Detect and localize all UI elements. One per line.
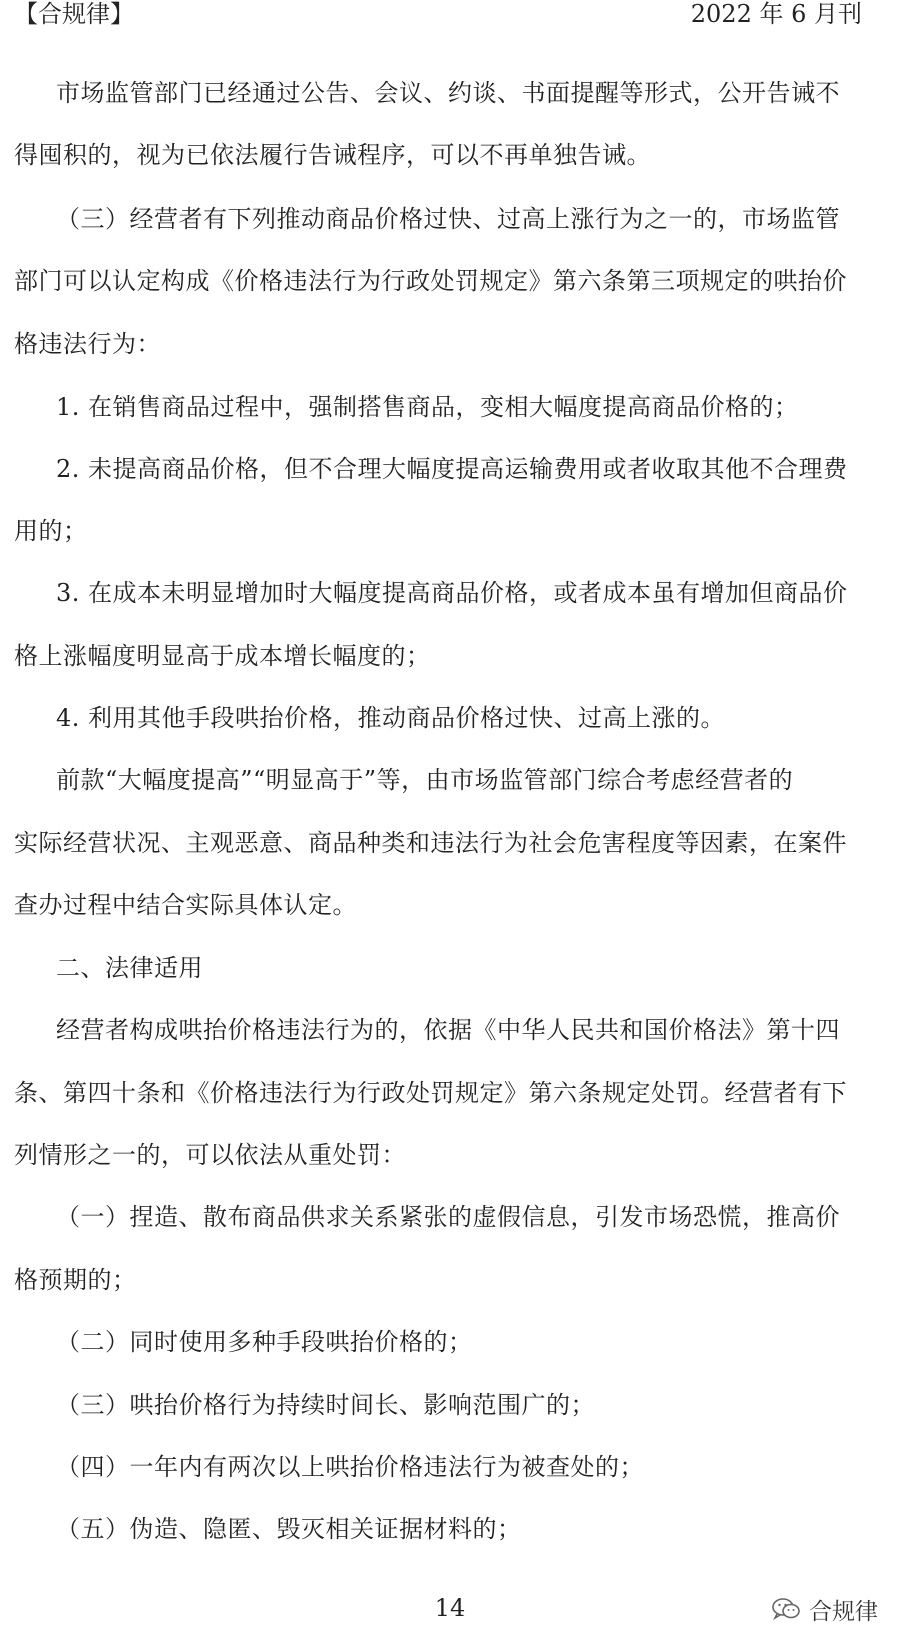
paragraph-line: （五）伪造、隐匿、毁灭相关证据材料的； [56,1515,522,1543]
issue-date: 2022 年 6 月刊 [690,0,862,28]
paragraph-line: （二）同时使用多种手段哄抬价格的； [56,1328,473,1356]
paragraph-line: 1. 在销售商品过程中，强制搭售商品，变相大幅度提高商品价格的； [56,393,799,421]
paragraph-line: 用的； [14,517,88,545]
watermark-label: 合规律 [809,1598,878,1625]
paragraph-line: 前款“大幅度提高”“明显高于”等，由市场监管部门综合考虑经营者的 [56,766,794,794]
paragraph-line: 条、第四十条和《价格违法行为行政处罚规定》第六条规定处罚。经营者有下 [14,1079,847,1107]
paragraph-line: （四）一年内有两次以上哄抬价格违法行为被查处的； [56,1453,644,1481]
paragraph-line: 查办过程中结合实际具体认定。 [14,891,357,919]
paragraph-line: （三）哄抬价格行为持续时间长、影响范围广的； [56,1391,595,1419]
paragraph-line: 经营者构成哄抬价格违法行为的，依据《中华人民共和国价格法》第十四 [56,1016,840,1044]
page-header [0,0,900,34]
paragraph-line: 得囤积的，视为已依法履行告诫程序，可以不再单独告诫。 [14,141,651,169]
paragraph-line: （一）捏造、散布商品供求关系紧张的虚假信息，引发市场恐慌，推高价 [56,1203,840,1231]
paragraph-line: 市场监管部门已经通过公告、会议、约谈、书面提醒等形式，公开告诫不 [56,79,840,107]
paragraph-line: 2. 未提高商品价格，但不合理大幅度提高运输费用或者收取其他不合理费 [56,455,848,483]
paragraph-line: （三）经营者有下列推动商品价格过快、过高上涨行为之一的，市场监管 [56,205,840,233]
paragraph-line: 格违法行为： [14,330,161,358]
paragraph-line: 格上涨幅度明显高于成本增长幅度的； [14,642,431,670]
paragraph-line: 3. 在成本未明显增加时大幅度提高商品价格，或者成本虽有增加但商品价 [56,579,848,607]
watermark [771,1596,878,1625]
paragraph-line: 实际经营状况、主观恶意、商品种类和违法行为社会危害程度等因素，在案件 [14,829,847,857]
paragraph-line: 部门可以认定构成《价格违法行为行政处罚规定》第六条第三项规定的哄抬价 [14,267,847,295]
paragraph-line: 二、法律适用 [56,954,203,982]
journal-name: 【合规律】 [14,0,134,28]
wechat-icon [771,1597,801,1621]
paragraph-line: 格预期的； [14,1266,137,1294]
paragraph-line: 4. 利用其他手段哄抬价格，推动商品价格过快、过高上涨的。 [56,704,726,732]
paragraph-line: 列情形之一的，可以依法从重处罚： [14,1141,406,1169]
page-number: 14 [434,1594,466,1622]
